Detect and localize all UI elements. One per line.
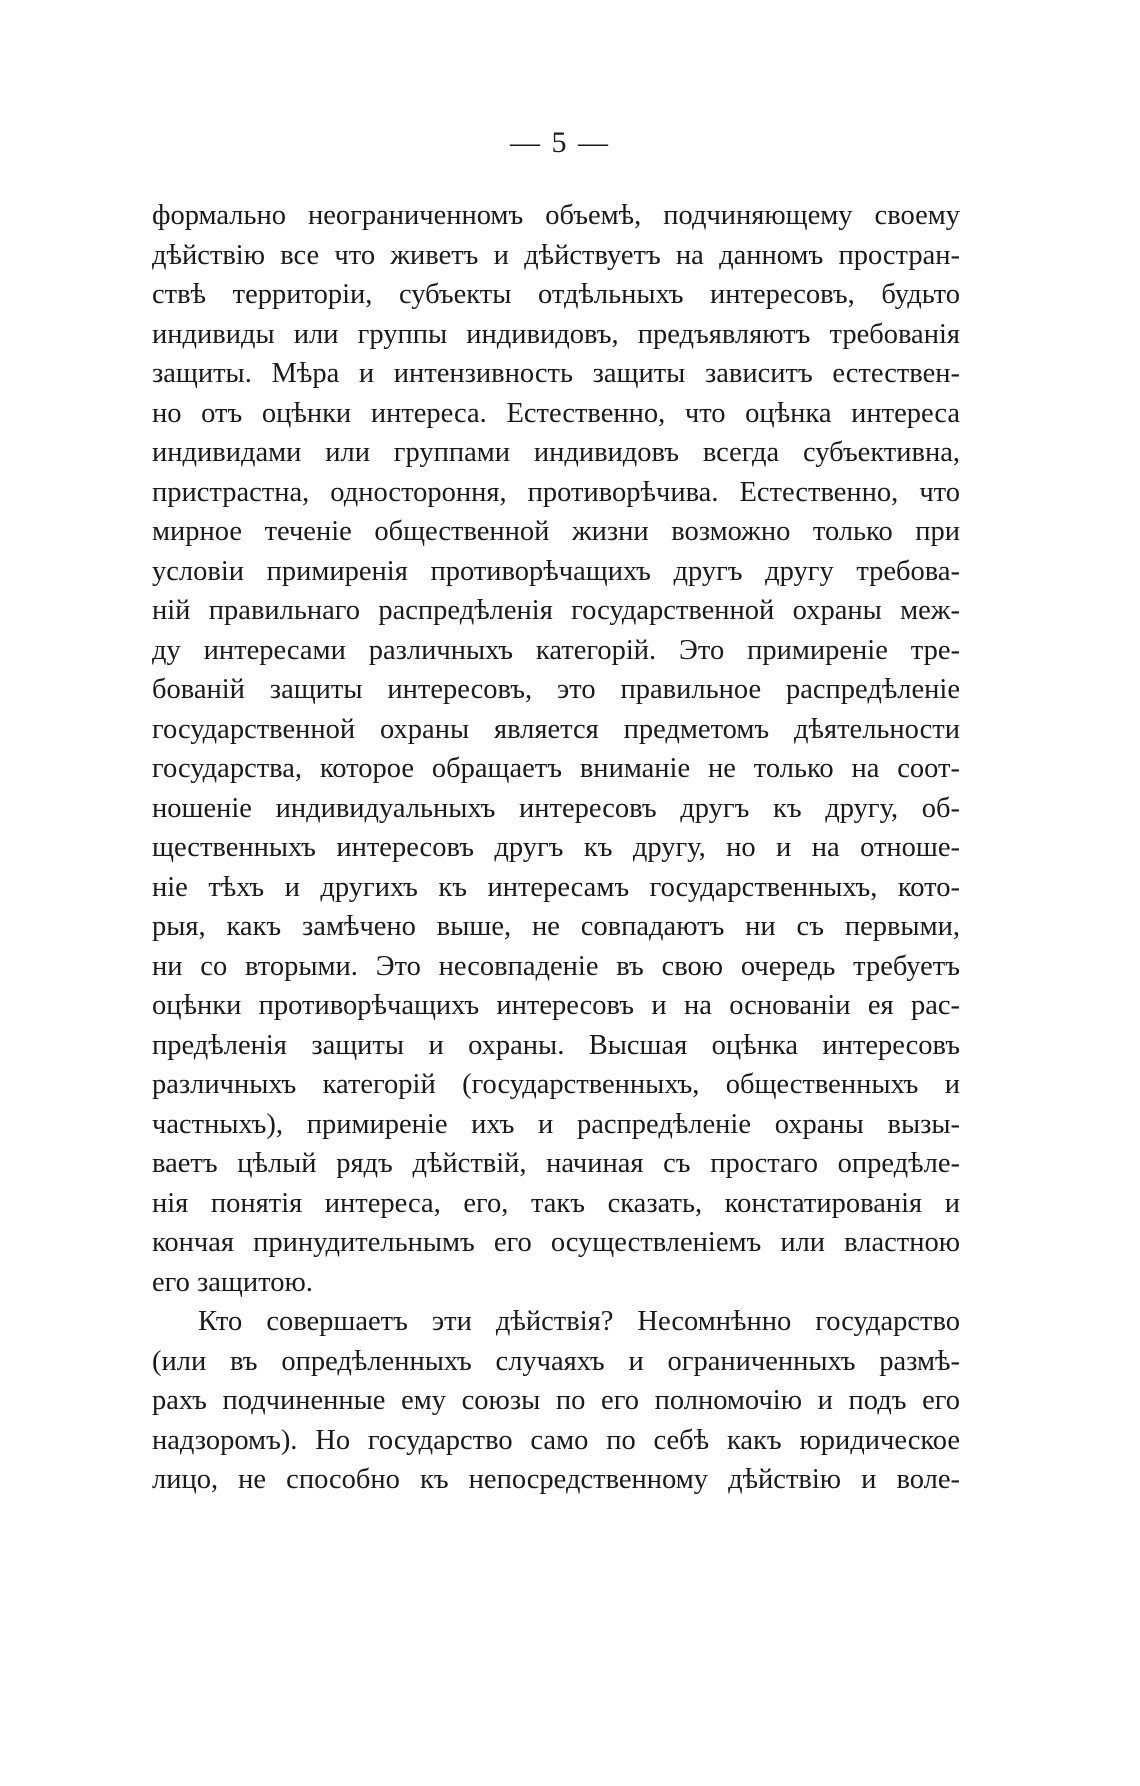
text-line: ній правильнаго распредѣленія государственной охраны меж- <box>152 595 960 626</box>
text-line: рахъ подчиненные ему союзы по его полномочію и подъ его <box>152 1385 960 1416</box>
text-line: формально неограниченномъ объемѣ, подчиняющему своему <box>152 200 960 231</box>
text-line: лицо, не способно къ непосредственному дѣйствію и воле- <box>152 1464 960 1495</box>
text-line: мирное теченіе общественной жизни возможно только при <box>152 516 960 547</box>
text-line: (или въ опредѣленныхъ случаяхъ и ограниченныхъ размѣ- <box>152 1345 960 1377</box>
text-line: но отъ оцѣнки интереса. Естественно, что оцѣнка интереса <box>152 397 960 429</box>
text-line: защиты. Мѣра и интензивность защиты зависитъ естествен- <box>152 358 960 389</box>
text-line: дѣйствію все что живетъ и дѣйствуетъ на данномъ простран- <box>152 239 960 271</box>
text-line: бованій защиты интересовъ, это правильное распредѣленіе <box>152 674 960 705</box>
text-line: щественныхъ интересовъ другъ къ другу, но и на отноше- <box>152 832 960 863</box>
text-line: его защитою. <box>152 1266 313 1298</box>
text-line: ствѣ территоріи, субъекты отдѣльныхъ интересовъ, будьто <box>152 279 960 310</box>
text-line: нія понятія интереса, его, такъ сказать, констатированія и <box>152 1187 960 1219</box>
text-line: предѣленія защиты и охраны. Высшая оцѣнка интересовъ <box>152 1029 960 1061</box>
text-line: частныхъ), примиреніе ихъ и распредѣленіе охраны вызы- <box>152 1108 960 1140</box>
text-line: надзоромъ). Но государство само по себѣ какъ юридическое <box>152 1424 960 1456</box>
text-line: оцѣнки противорѣчащихъ интересовъ и на основаніи ея рас- <box>152 990 960 1021</box>
text-line: ношеніе индивидуальныхъ интересовъ другъ къ другу, об- <box>152 792 960 824</box>
text-line: кончая принудительнымъ его осуществленіемъ или властною <box>152 1227 960 1258</box>
paragraph <box>152 196 960 1302</box>
text-line: индивиды или группы индивидовъ, предъявляютъ требованія <box>152 318 960 350</box>
body-text <box>152 196 960 1500</box>
text-line: рыя, какъ замѣчено выше, не совпадаютъ ни съ первыми, <box>152 911 960 942</box>
text-line: ваетъ цѣлый рядъ дѣйствій, начиная съ простаго опредѣле- <box>152 1148 960 1179</box>
text-line: индивидами или группами индивидовъ всегда субъективна, <box>152 437 960 468</box>
text-line: государственной охраны является предметомъ дѣятельности <box>152 713 960 745</box>
paragraph <box>152 1302 960 1500</box>
text-line: ніе тѣхъ и другихъ къ интересамъ государственныхъ, кото- <box>152 871 960 903</box>
page-number: — 5 — <box>510 126 610 159</box>
text-line: Кто совершаетъ эти дѣйствія? Несомнѣнно государство <box>198 1306 960 1337</box>
text-line: различныхъ категорій (государственныхъ, общественныхъ и <box>152 1069 960 1100</box>
text-line: пристрастна, одностороння, противорѣчива. Естественно, что <box>152 476 960 508</box>
text-line: условіи примиренія противорѣчащихъ другъ другу требова- <box>152 555 960 587</box>
text-line: ду интересами различныхъ категорій. Это примиреніе тре- <box>152 634 960 666</box>
text-line: государства, которое обращаетъ вниманіе не только на соот- <box>152 753 960 784</box>
text-line: ни со вторыми. Это несовпаденіе въ свою очередь требуетъ <box>152 950 960 982</box>
